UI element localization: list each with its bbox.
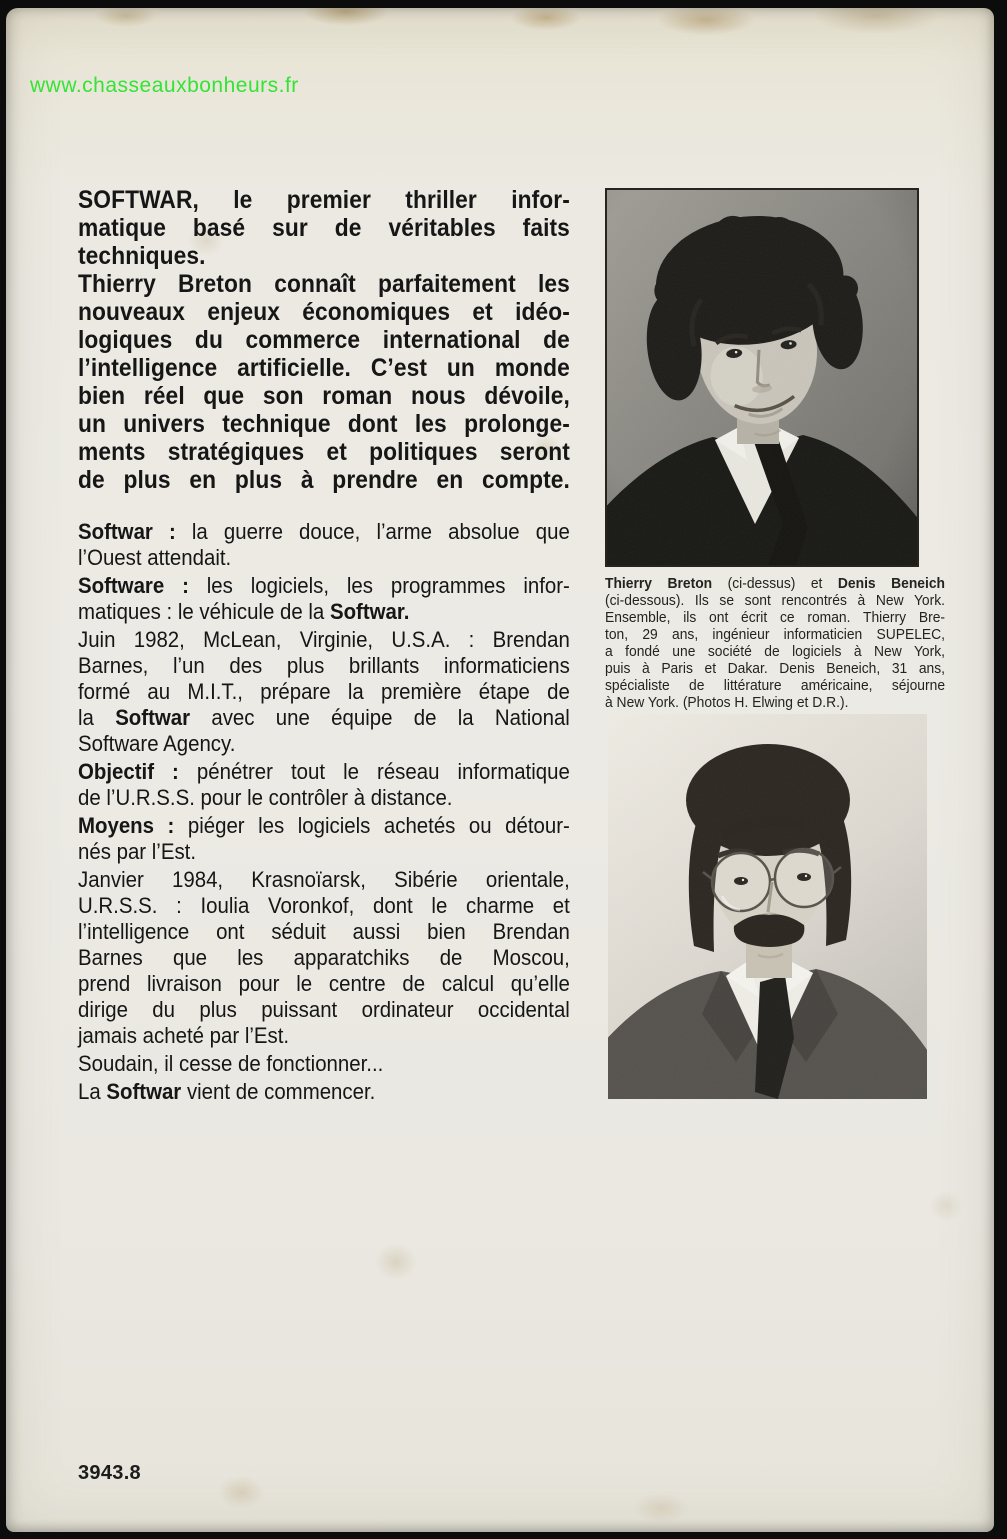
portrait-illustration-denis-beneich — [608, 714, 927, 1099]
blurb-intro — [78, 186, 570, 494]
text-line: l’Ouest attendait. — [78, 545, 232, 570]
paragraph-janvier-1984 — [78, 867, 570, 1049]
text-line: nés par l’Est. — [78, 839, 197, 864]
text-line: U.R.S.S. : Ioulia Voronkof, dont le charme et — [78, 893, 570, 918]
text-line: Objectif : pénétrer tout le réseau informatique — [78, 759, 570, 784]
text-line: Soudain, il cesse de fonctionner... — [78, 1051, 384, 1076]
text-line: nouveaux enjeux économiques et idéo- — [78, 298, 570, 326]
paragraph-moyens — [78, 813, 570, 865]
blurb-body — [78, 519, 570, 1105]
text-line: matique basé sur de véritables faits — [78, 214, 570, 242]
text-line: spécialiste de littérature américaine, séjourne — [605, 677, 946, 694]
text-line: a fondé une société de logiciels à New York, — [605, 643, 946, 660]
portrait-illustration-thierry-breton — [607, 190, 917, 565]
text-line: Juin 1982, McLean, Virginie, U.S.A. : Brendan — [78, 627, 570, 652]
text-line: un univers technique dont les prolonge- — [78, 410, 570, 438]
text-line: Software : les logiciels, les programmes infor- — [78, 573, 570, 598]
text-line: Software Agency. — [78, 731, 236, 756]
text-line: prend livraison pour le centre de calcul qu’elle — [78, 971, 570, 996]
text-line: ments stratégiques et politiques seront — [78, 438, 570, 466]
text-line: la Softwar avec une équipe de la National — [78, 705, 570, 730]
text-line: l’intelligence ont séduit aussi bien Brendan — [78, 919, 570, 944]
text-line: logiques du commerce international de — [78, 326, 570, 354]
text-line: matiques : le véhicule de la Softwar. — [78, 599, 410, 624]
paragraph-la-softwar — [78, 1079, 570, 1105]
text-line: bien réel que son roman nous dévoile, — [78, 382, 570, 410]
paragraph-software — [78, 573, 570, 625]
text-line: techniques. — [78, 242, 206, 270]
text-line: (ci-dessous). Ils se sont rencontrés à New York. — [605, 592, 946, 609]
stock-number: 3943.8 — [78, 1462, 141, 1484]
author-photo-thierry-breton — [605, 188, 919, 567]
text-line: Ensemble, ils ont écrit ce roman. Thierry Bre- — [605, 609, 946, 626]
text-line: ton, 29 ans, ingénieur informaticien SUPELEC, — [605, 626, 946, 643]
author-photo-denis-beneich — [608, 714, 927, 1099]
text-line: La Softwar vient de commencer. — [78, 1079, 376, 1104]
text-line: puis à Paris et Dakar. Denis Beneich, 31 ans, — [605, 660, 946, 677]
text-line: de l’U.R.S.S. pour le contrôler à distance. — [78, 785, 453, 810]
text-line: SOFTWAR, le premier thriller infor- — [78, 186, 570, 214]
text-line: l’intelligence artificielle. C’est un monde — [78, 354, 570, 382]
paragraph-softwar — [78, 519, 570, 571]
text-line: Barnes que les apparatchiks de Moscou, — [78, 945, 570, 970]
text-line: Moyens : piéger les logiciels achetés ou détour- — [78, 813, 570, 838]
book-back-cover — [6, 8, 994, 1532]
text-line: de plus en plus à prendre en compte. — [78, 466, 570, 494]
text-line: Barnes, l’un des plus brillants informaticiens — [78, 653, 570, 678]
text-line: Thierry Breton connaît parfaitement les — [78, 270, 570, 298]
watermark: www.chasseauxbonheurs.fr — [30, 74, 299, 97]
paragraph-objectif — [78, 759, 570, 811]
text-line: formé au M.I.T., prépare la première étape de — [78, 679, 570, 704]
paragraph-juin-1982 — [78, 627, 570, 757]
text-line: Janvier 1984, Krasnoïarsk, Sibérie orientale, — [78, 867, 570, 892]
text-line: à New York. (Photos H. Elwing et D.R.). — [605, 694, 849, 711]
paragraph-soudain — [78, 1051, 570, 1077]
text-line: Thierry Breton (ci-dessus) et Denis Beneich — [605, 575, 946, 592]
text-line: Softwar : la guerre douce, l’arme absolue que — [78, 519, 570, 544]
photo-caption — [605, 575, 945, 711]
text-line: jamais acheté par l’Est. — [78, 1023, 290, 1048]
text-line: dirige du plus puissant ordinateur occidental — [78, 997, 570, 1022]
